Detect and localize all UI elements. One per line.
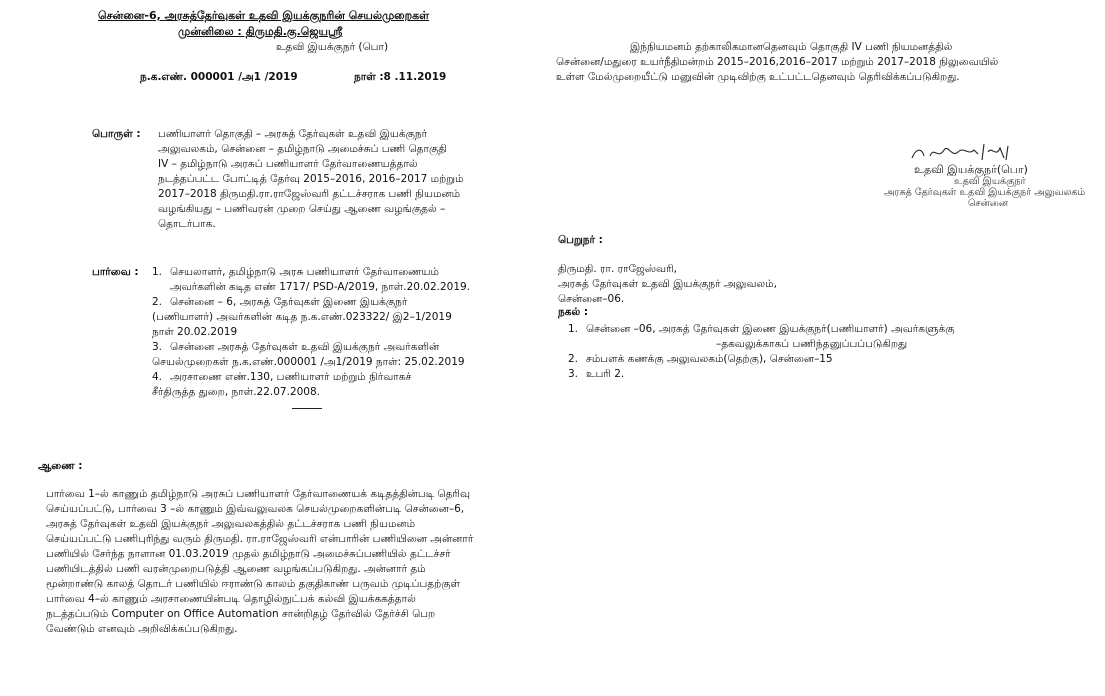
- subject-line: வழங்கியது – பணிவரன் முறை செய்து ஆணை வழங்குதல் –: [158, 203, 446, 215]
- order-line: பார்வை 1–ல் காணும் தமிழ்நாடு அரசுப் பணியாளர் தேர்வாணையக் கடிதத்தின்படி தெரிவு: [46, 488, 471, 500]
- recipient-line: சென்னை–06.: [558, 293, 625, 305]
- reference-line: செயல்முறைகள் ந.க.எண்.000001 /அ1/2019 நாள்: 25.02.2019: [152, 356, 465, 368]
- office-stamp: [884, 176, 1094, 209]
- references-list: [152, 265, 512, 400]
- intro-line: இந்நியமனம் தற்காலிகமானதெனவும் தொகுதி IV பணி நியமனத்தில்: [630, 41, 953, 53]
- stamp-line: சென்னை: [968, 198, 1009, 209]
- order-line: பணியிடத்தில் பணி வரன்முறைபடுத்தி ஆணை வழங்கப்படுகிறது. அன்னார் தம்: [46, 563, 426, 575]
- reference-item: 2. சென்னை – 6, அரசுத் தேர்வுகள் இணை இயக்குநர்: [152, 296, 408, 308]
- copy-item: 2. சம்பளக் கணக்கு அலுவலகம்(தெற்கு), சென்னை–15: [568, 353, 833, 365]
- recipient-line: அரசுத் தேர்வுகள் உதவி இயக்குநர் அலுவலம்,: [558, 278, 777, 290]
- recipient-line: திருமதி. ரா. ராஜேஸ்வரி,: [558, 263, 677, 275]
- recipient-address: [558, 262, 958, 307]
- copy-to-list: [568, 322, 1088, 382]
- subject-line: தொடர்பாக.: [158, 218, 216, 230]
- reference-line: (பணியாளர்) அவர்களின் கடித ந.க.எண்.023322/ இ2–1/2019: [152, 311, 452, 323]
- order-line: நடத்தப்படும் Computer on Office Automation சான்றிதழ் தேர்வில் தேர்ச்சி பெற: [46, 608, 436, 620]
- left-page: [0, 0, 548, 696]
- order-line: பார்வை 4–ல் காணும் அரசாணையின்படி தொழில்நுட்பக் கல்வி இயக்ககத்தால்: [46, 593, 416, 605]
- order-line: செய்யப்பட்டு பணிபுரிந்து வரும் திருமதி. ரா.ராஜேஸ்வரி என்பாரின் பணியினை அன்னார்: [46, 533, 474, 545]
- subject-line: IV – தமிழ்நாடு அரசுப் பணியாளர் தேர்வாணையத்தால்: [158, 158, 418, 170]
- order-body: [46, 487, 530, 637]
- intro-line: சென்னை/மதுரை உயர்நீதிமன்றம் 2015–2016,2016–2017 மற்றும் 2017–2018 நிலுவையில்: [556, 56, 999, 68]
- order-line: வேண்டும் எனவும் அறிவிக்கப்படுகிறது.: [46, 623, 238, 635]
- subject-line: நடத்தப்பட்ட போட்டித் தேர்வு 2015–2016, 2016–2017 மற்றும்: [158, 173, 464, 185]
- stamp-line: அரசுத் தேர்வுகள் உதவி இயக்குநர் அலுவலகம்: [884, 187, 1086, 198]
- stamp-line: உதவி இயக்குநர்: [954, 176, 1026, 187]
- reference-number: ந.க.எண். 000001 /அ1 /2019: [140, 71, 298, 83]
- subject-line: பணியாளர் தொகுதி – அரசுத் தேர்வுகள் உதவி இயக்குநர்: [158, 128, 428, 140]
- subject-line: 2017–2018 திருமதி.ரா.ராஜேஸ்வரி தட்டச்சராக பணி நியமனம்: [158, 188, 461, 200]
- references-label: பார்வை :: [92, 266, 139, 278]
- order-label: ஆணை :: [38, 460, 83, 472]
- subject-label: பொருள் :: [92, 128, 141, 140]
- intro-line: உள்ள மேல்முறையீட்டு மனுவின் முடிவிற்கு உட்பட்டதெனவும் தெரிவிக்கப்படுகிறது.: [556, 71, 960, 83]
- copy-item: 3. உபரி 2.: [568, 368, 625, 380]
- reference-end-rule: [292, 408, 322, 409]
- order-line: பணியில் சேர்ந்த நாளான 01.03.2019 முதல் தமிழ்நாடு அமைச்சுப்பணியில் தட்டச்சர்: [46, 548, 451, 560]
- reference-line: நாள் 20.02.2019: [152, 326, 238, 338]
- intro-paragraph: [556, 40, 1096, 85]
- signatory-title: உதவி இயக்குநர்(பொ): [914, 163, 1028, 176]
- copy-item: 1. சென்னை –06, அரசுத் தேர்வுகள் இணை இயக்குநர்(பணியாளர்) அவர்களுக்கு: [568, 323, 955, 335]
- copy-to-label: நகல் :: [558, 306, 589, 318]
- reference-item: 1. செயலாளர், தமிழ்நாடு அரசு பணியாளர் தேர்வாணையம்: [152, 266, 439, 278]
- order-line: மூன்றாண்டு காலத் தொடர் பணியில் ஈராண்டு காலம் தகுதிகாண் பருவம் முடிப்பதற்குள்: [46, 578, 461, 590]
- subject-line: அலுவலகம், சென்னை – தமிழ்நாடு அமைச்சுப் பணி தொகுதி: [158, 143, 447, 155]
- reference-item: 4. அரசாணை எண்.130, பணியாளர் மற்றும் நிர்வாகச்: [152, 371, 412, 383]
- order-line: செய்யப்பட்டு, பார்வை 3 –ல் காணும் இவ்வலுவலக செயல்முறைகளின்படி சென்னை–6,: [46, 503, 465, 515]
- reference-line: அவர்களின் கடித எண் 1717/ PSD-A/2019, நாள்.20.02.2019.: [170, 281, 471, 293]
- recipient-label: பெறுநர் :: [558, 234, 603, 246]
- subject-text: [158, 127, 503, 232]
- reference-line: சீர்திருத்த துறை, நாள்.22.07.2008.: [152, 386, 321, 398]
- copy-line: –தகவலுக்காகப் பணிந்தனுப்பப்படுகிறது: [716, 338, 908, 350]
- order-date: நாள் :8 .11.2019: [354, 71, 447, 83]
- header-presiding-officer: முன்னிலை : திருமதி.கு.ஜெயஸ்ரீ: [178, 25, 343, 38]
- header-office-title: சென்னை-6, அரசுத்தேர்வுகள் உதவி இயக்குநரின் செயல்முறைகள்: [98, 9, 430, 22]
- header-designation: உதவி இயக்குநர் (பொ): [276, 41, 389, 53]
- order-line: அரசுத் தேர்வுகள் உதவி இயக்குநர் அலுவலகத்தில் தட்டச்சராக பணி நியமனம்: [46, 518, 416, 530]
- right-page: [548, 0, 1105, 696]
- reference-item: 3. சென்னை அரசுத் தேர்வுகள் உதவி இயக்குநர் அவர்களின்: [152, 341, 440, 353]
